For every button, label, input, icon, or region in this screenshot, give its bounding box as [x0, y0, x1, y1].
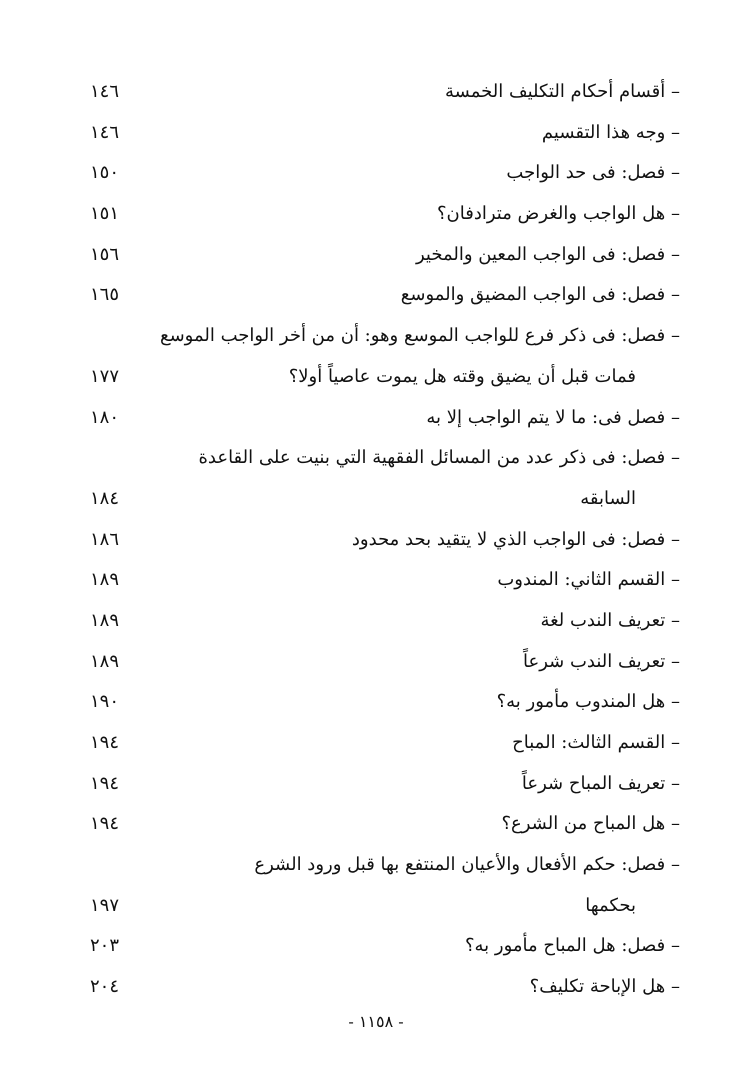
toc-entry [90, 723, 710, 764]
toc-entry [90, 520, 710, 561]
toc-line [90, 601, 710, 642]
toc-entry-page-number: ١٤٦ [90, 81, 120, 102]
toc-entry [90, 113, 710, 154]
toc-entry-title: – فصل: فى الواجب الذي لا يتقيد بحد محدود [351, 528, 680, 550]
toc-line [90, 438, 710, 479]
toc-entry-page-number: ١٨٦ [90, 528, 120, 550]
toc-line [90, 642, 710, 683]
toc-line [90, 72, 710, 113]
toc-entry-page-number: ١٨٠ [90, 406, 120, 428]
toc-line [90, 275, 710, 316]
toc-entry [90, 560, 710, 601]
toc-entry [90, 845, 710, 926]
toc-line [90, 682, 710, 723]
toc-entry [90, 601, 710, 642]
toc-line [90, 926, 710, 967]
toc-entry [90, 153, 710, 194]
toc-entry-title: – فصل: هل المباح مأمور به؟ [464, 935, 680, 957]
toc-entry-page-number: ١٩٤ [90, 772, 120, 794]
toc-entry-title: فمات قبل أن يضيق وقته هل يموت عاصياً أولا؟ [288, 365, 636, 387]
toc-entry-page-number: ١٨٩ [90, 569, 120, 591]
toc-line [90, 845, 710, 886]
toc-entry [90, 438, 710, 519]
toc-entry-page-number: ١٧٧ [90, 365, 120, 387]
toc-entry [90, 398, 710, 439]
toc-entry [90, 804, 710, 845]
toc-line [90, 723, 710, 764]
toc-entry-title: – فصل: فى ذكر عدد من المسائل الفقهية التي بنيت على القاعدة [198, 447, 680, 469]
toc-entry-title: – هل المباح من الشرع؟ [501, 813, 680, 835]
toc-line [90, 560, 710, 601]
toc-entry-title: – هل الواجب والغرض مترادفان؟ [436, 203, 680, 225]
toc-line [90, 764, 710, 805]
toc-entry-title: – هل المندوب مأمور به؟ [496, 691, 680, 713]
toc-entry-page-number: ١٨٤ [90, 487, 120, 509]
toc-entry-page-number: ١٩٤ [90, 732, 120, 753]
toc-entry-page-number: ١٨٩ [90, 650, 120, 672]
toc-entry-title: – القسم الثاني: المندوب [497, 569, 680, 591]
toc-entry-title: – فصل: فى الواجب المضيق والموسع [400, 284, 680, 306]
toc-entry-title: – أقسام أحكام التكليف الخمسة [445, 81, 680, 102]
toc-line [90, 967, 710, 1008]
toc-entry [90, 275, 710, 316]
toc-entry-page-number: ١٩٤ [90, 813, 120, 835]
toc-entry [90, 316, 710, 397]
toc-entry-title: – فصل: فى الواجب المعين والمخير [416, 243, 680, 265]
toc-entry-title: – القسم الثالث: المباح [512, 732, 680, 753]
toc-entry-title: – فصل: حكم الأفعال والأعيان المنتفع بها قبل ورود الشرع [254, 854, 680, 876]
toc-entry-page-number: ١٩٠ [90, 691, 120, 713]
toc-entry-title: – تعريف الندب شرعاً [523, 650, 680, 672]
toc-entry-title: – وجه هذا التقسيم [541, 121, 680, 143]
toc-line [90, 398, 710, 439]
toc-line [90, 886, 710, 927]
toc-entry-page-number: ١٥١ [90, 203, 120, 225]
toc-entry [90, 926, 710, 967]
toc-entry-page-number: ٢٠٤ [90, 976, 120, 998]
toc-entry-page-number: ١٨٩ [90, 609, 120, 631]
toc-line [90, 479, 710, 520]
toc-entry [90, 194, 710, 235]
toc-line [90, 520, 710, 561]
toc-entry-title: – فصل: فى ذكر فرع للواجب الموسع وهو: أن من أخر الواجب الموسع [160, 325, 680, 347]
toc-line [90, 316, 710, 357]
toc-entry-title: – تعريف المباح شرعاً [521, 772, 680, 794]
toc-entry [90, 682, 710, 723]
toc-line [90, 804, 710, 845]
toc-entry-page-number: ١٥٠ [90, 162, 120, 184]
toc-entry-title: بحكمها [585, 894, 636, 916]
toc-entry-page-number: ١٤٦ [90, 121, 120, 143]
toc-entry-title: – فصل: فى حد الواجب [506, 162, 680, 184]
page-footer-number: - ١١٥٨ - [348, 1012, 404, 1031]
toc-line [90, 357, 710, 398]
toc-entry [90, 235, 710, 276]
toc-entry-page-number: ١٩٧ [90, 894, 120, 916]
toc-entry [90, 764, 710, 805]
toc-entry [90, 642, 710, 683]
toc-entry-page-number: ١٦٥ [90, 284, 120, 306]
toc-entry-page-number: ٢٠٣ [90, 935, 120, 957]
toc-line [90, 113, 710, 154]
toc-entry-title: – تعريف الندب لغة [540, 609, 680, 631]
toc-entry-title: – فصل فى: ما لا يتم الواجب إلا به [426, 406, 680, 428]
toc-line [90, 235, 710, 276]
toc-entry-title: – هل الإباحة تكليف؟ [529, 976, 680, 998]
toc-line [90, 194, 710, 235]
toc-entry-title: السابقه [580, 487, 636, 509]
table-of-contents [90, 72, 710, 1008]
toc-entry-page-number: ١٥٦ [90, 243, 120, 265]
toc-line [90, 153, 710, 194]
toc-entry [90, 72, 710, 113]
toc-entry [90, 967, 710, 1008]
